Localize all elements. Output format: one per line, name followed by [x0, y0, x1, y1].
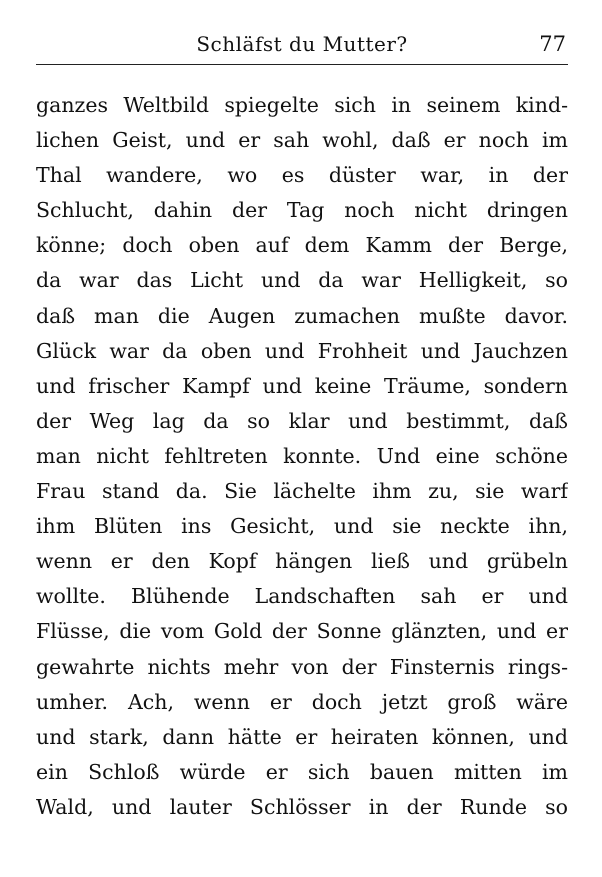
text-line: ihm Blüten ins Gesicht, und sie neckte ihn, [36, 514, 568, 539]
text-line: der Weg lag da so klar und bestimmt, daß [36, 408, 568, 433]
text-line: und frischer Kampf und keine Träume, sondern [36, 373, 568, 398]
text-line: Thal wandere, wo es düster war, in der [36, 163, 568, 188]
text-line: und stark, dann hätte er heiraten können, und [36, 724, 568, 749]
page-number: 77 [539, 32, 566, 56]
text-line: Frau stand da. Sie lächelte ihm zu, sie warf [36, 479, 568, 504]
text-line: Wald, und lauter Schlösser in der Runde so [36, 794, 568, 819]
text-line: könne; doch oben auf dem Kamm der Berge, [36, 233, 568, 258]
text-line: lichen Geist, und er sah wohl, daß er noch im [36, 128, 568, 153]
text-line: wollte. Blühende Landschaften sah er und [36, 584, 568, 609]
text-line: Glück war da oben und Frohheit und Jauchzen [36, 338, 568, 363]
running-head [36, 30, 568, 64]
text-line: wenn er den Kopf hängen ließ und grübeln [36, 549, 568, 574]
text-line: gewahrte nichts mehr von der Finsternis rings- [36, 654, 568, 679]
text-line: ein Schloß würde er sich bauen mitten im [36, 759, 568, 784]
text-line: man nicht fehltreten konnte. Und eine schöne [36, 443, 568, 468]
running-title: Schläfst du Mutter? [196, 32, 408, 56]
text-line: ganzes Weltbild spiegelte sich in seinem kind- [36, 93, 568, 117]
text-line: Schlucht, dahin der Tag noch nicht dringen [36, 198, 568, 223]
text-line: Flüsse, die vom Gold der Sonne glänzten, und er [36, 619, 568, 644]
text-line: da war das Licht und da war Helligkeit, so [36, 268, 568, 293]
body-text [36, 88, 568, 825]
text-line: umher. Ach, wenn er doch jetzt groß wäre [36, 689, 568, 714]
text-line: daß man die Augen zumachen mußte davor. [36, 303, 568, 328]
header-rule [36, 64, 568, 65]
